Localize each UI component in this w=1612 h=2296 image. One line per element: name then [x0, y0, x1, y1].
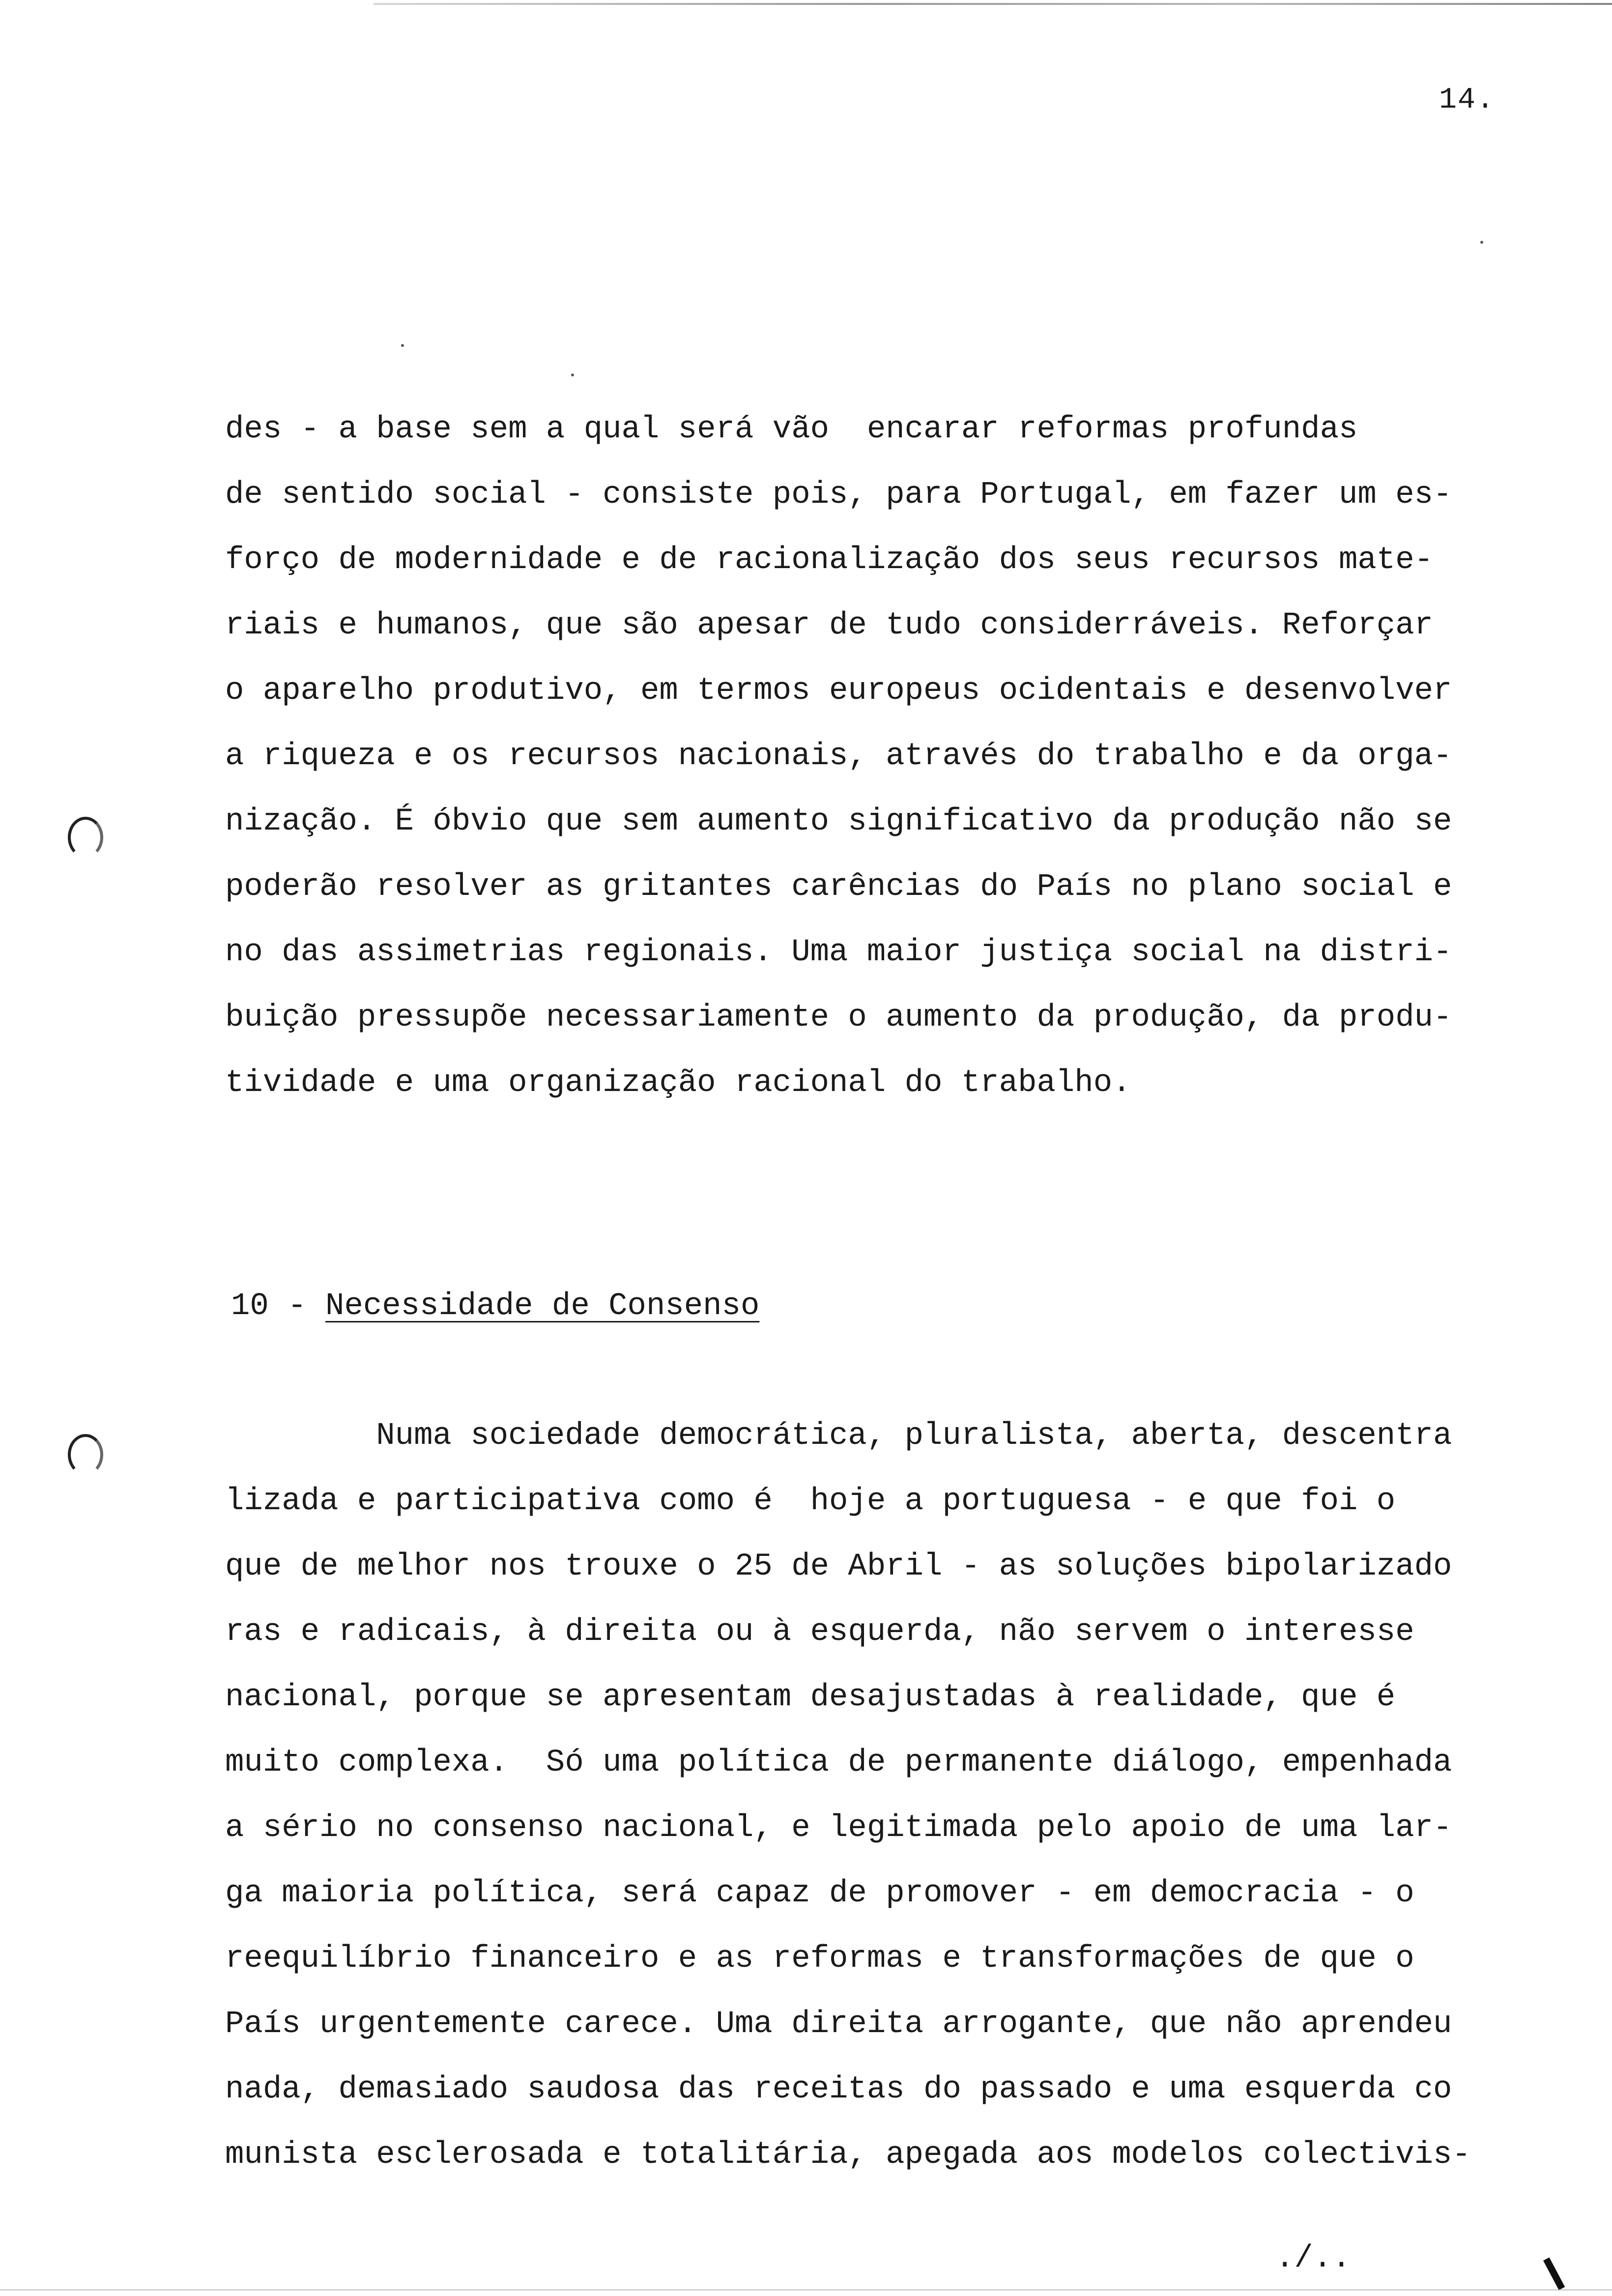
text-line: nacional, porque se apresentam desajustadas à realidade, que é [225, 1680, 1396, 1715]
text-line: tividade e uma organização racional do trabalho. [225, 1065, 1131, 1101]
text-line: lizada e participativa como é hoje a portuguesa - e que foi o [225, 1484, 1396, 1519]
top-edge-scan-line [374, 3, 1612, 5]
scan-edge-mark [1543, 2257, 1565, 2290]
text-line: nada, demasiado saudosa das receitas do passado e uma esquerda co [225, 2072, 1452, 2107]
text-line: País urgentemente carece. Uma direita arrogante, que não aprendeu [225, 2007, 1452, 2042]
text-line: forço de modernidade e de racionalização dos seus recursos mate- [225, 543, 1433, 578]
text-line: de sentido social - consiste pois, para Portugal, em fazer um es- [225, 477, 1452, 513]
page-number: 14. [1439, 84, 1496, 117]
text-line: a sério no consenso nacional, e legitimada pelo apoio de uma lar- [225, 1810, 1452, 1846]
text-line: buição pressupõe necessariamente o aumento da produção, da produ- [225, 1000, 1452, 1035]
section-heading [231, 1289, 759, 1324]
text-line: nização. É óbvio que sem aumento significativo da produção não se [225, 804, 1452, 839]
section-number: 10 - [231, 1289, 326, 1324]
text-line: muito complexa. Só uma política de permanente diálogo, empenhada [225, 1745, 1452, 1780]
bottom-edge-scan-line [0, 2289, 1612, 2291]
text-line: no das assimetrias regionais. Uma maior justiça social na distri- [225, 935, 1452, 970]
text-line: munista esclerosada e totalitária, apegada aos modelos colectivis- [225, 2137, 1471, 2173]
scan-speck [401, 344, 404, 347]
text-line: ga maioria política, será capaz de promover - em democracia - o [225, 1876, 1414, 1911]
text-line: Numa sociedade democrática, pluralista, aberta, descentra [225, 1418, 1452, 1454]
punch-hole-icon [68, 817, 103, 858]
text-line: des - a base sem a qual será vão encarar reformas profundas [225, 412, 1358, 447]
text-line: reequilíbrio financeiro e as reformas e transformações de que o [225, 1941, 1414, 1977]
text-line: ras e radicais, à direita ou à esquerda, não servem o interesse [225, 1614, 1414, 1650]
text-line: que de melhor nos trouxe o 25 de Abril - as soluções bipolarizado [225, 1549, 1452, 1584]
text-line: o aparelho produtivo, em termos europeus ocidentais e desenvolver [225, 673, 1452, 709]
continuation-mark: ./.. [1275, 2241, 1351, 2276]
text-line: poderão resolver as gritantes carências do País no plano social e [225, 869, 1452, 905]
text-line: riais e humanos, que são apesar de tudo considerráveis. Reforçar [225, 608, 1433, 643]
scan-speck [1480, 241, 1483, 244]
section-title: Necessidade de Consenso [325, 1289, 760, 1324]
scan-speck [571, 373, 574, 376]
punch-hole-icon [68, 1434, 103, 1475]
text-line: a riqueza e os recursos nacionais, através do trabalho e da orga- [225, 739, 1452, 774]
